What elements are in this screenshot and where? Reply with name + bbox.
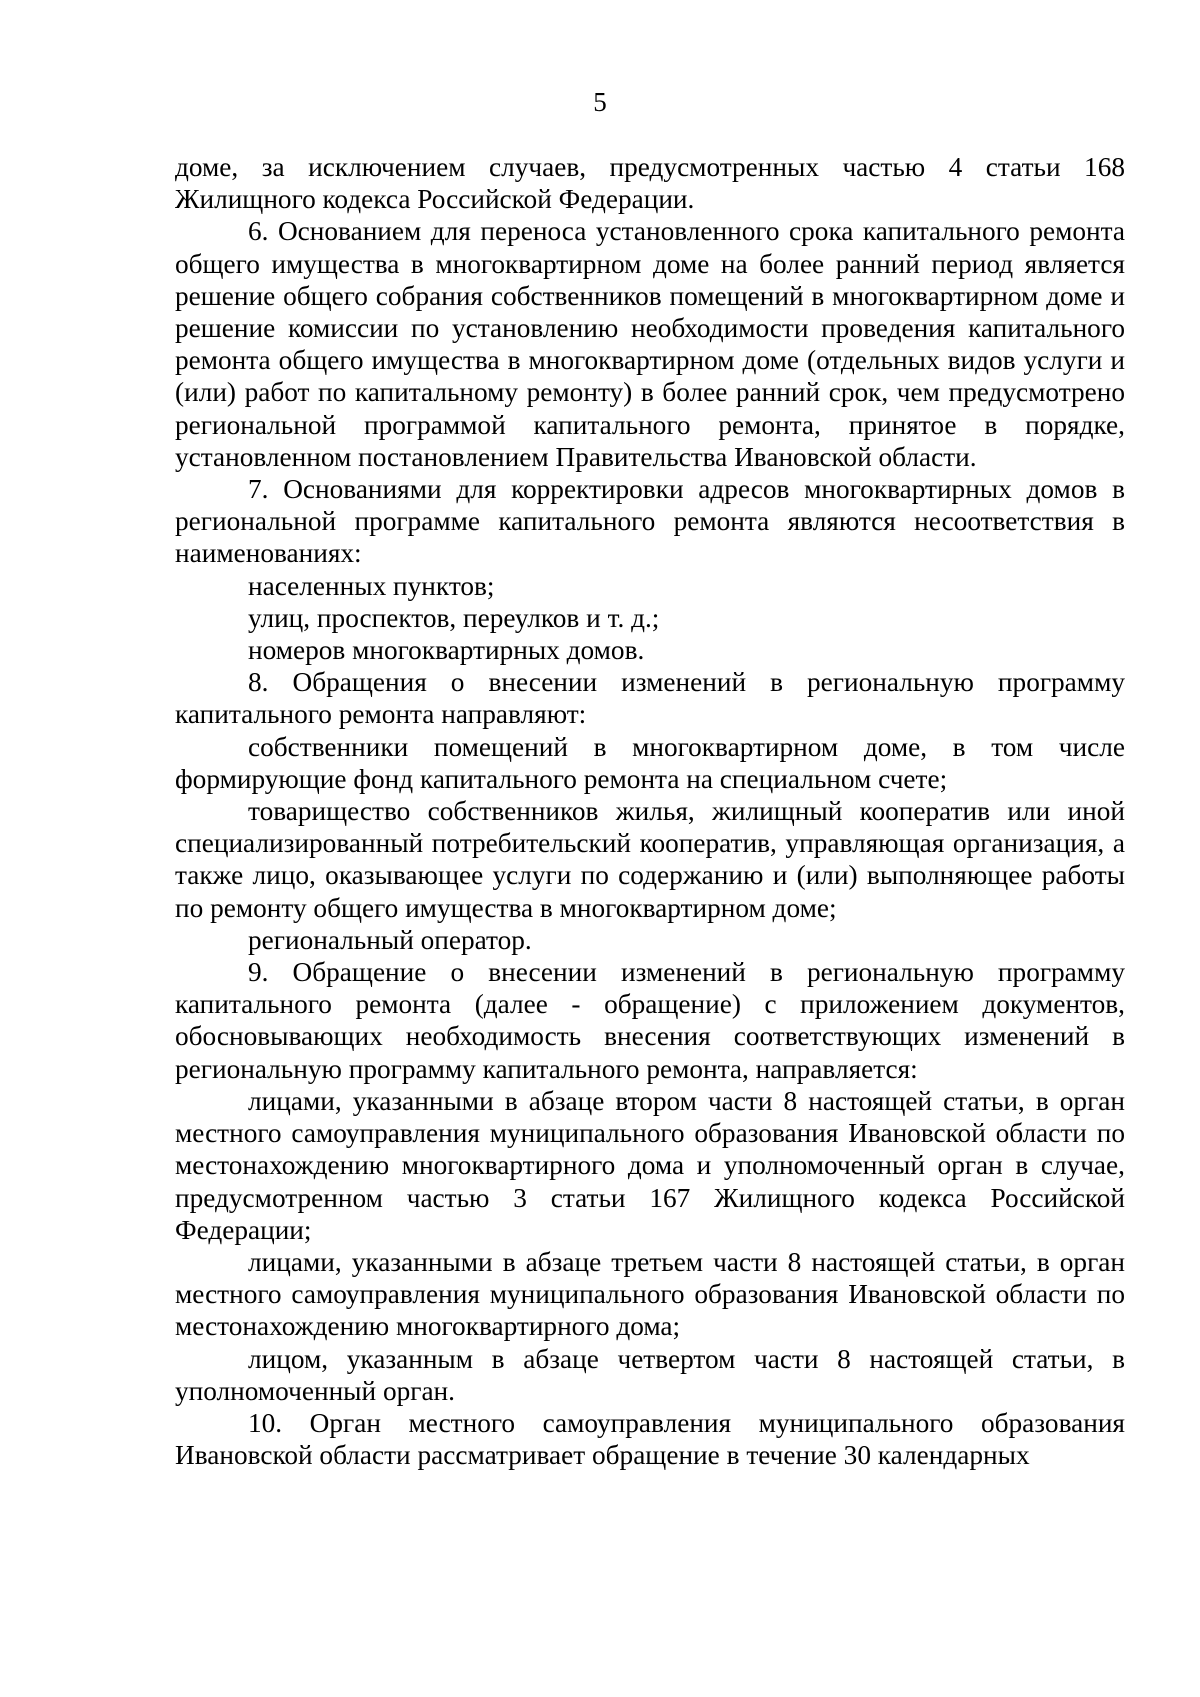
list-item: населенных пунктов;	[248, 570, 495, 601]
list-item: улиц, проспектов, переулков и т. д.;	[248, 602, 660, 633]
list-item: лицом, указанным в абзаце четвертом части 8 настоящей статьи, в уполномоченный орган.	[175, 1343, 1125, 1406]
list-item: лицами, указанными в абзаце втором части 8 настоящей статьи, в орган местного самоуправления муниципального образования Ивановской области по местонахождению многоквартирного дома и уполномоченный орган в случае, предусмотренном частью 3 статьи 167 Жилищного кодекса Российской Федерации;	[175, 1085, 1125, 1245]
paragraph-0: доме, за исключением случаев, предусмотренных частью 4 статьи 168 Жилищного кодекса Российской Федерации.	[175, 152, 1125, 215]
paragraph-item-6: 6. Основанием для переноса установленного срока капитального ремонта общего имущества в многоквартирном доме на более ранний период является решение общего собрания собственников помещений в многоквартирном доме и решение комиссии по установлению необходимости проведения капитального ремонта общего имущества в многоквартирном доме (отдельных видов услуги и (или) работ по капитальному ремонту) в более ранний срок, чем предусмотрено региональной программой капитального ремонта, принятое в порядке, установленном постановлением Правительства Ивановской области.	[175, 216, 1125, 472]
list-item: товарищество собственников жилья, жилищный кооператив или иной специализированный потребительский кооператив, управляющая организация, а также лицо, оказывающее услуги по содержанию и (или) выполняющее работы по ремонту общего имущества в многоквартирном доме;	[175, 796, 1125, 923]
list-item: лицами, указанными в абзаце третьем части 8 настоящей статьи, в орган местного самоуправления муниципального образования Ивановской области по местонахождению многоквартирного дома;	[175, 1246, 1125, 1342]
list-item: региональный оператор.	[248, 924, 532, 955]
page-number: 5	[593, 87, 607, 117]
list-item: номеров многоквартирных домов.	[248, 635, 645, 666]
paragraph-item-9: 9. Обращение о внесении изменений в региональную программу капитального ремонта (далее - обращение) с приложением документов, обосновывающих необходимость внесения соответствующих изменений в региональную программу капитального ремонта, направляется:	[175, 957, 1125, 1084]
document-body	[175, 151, 1125, 1471]
list-item: собственники помещений в многоквартирном доме, в том числе формирующие фонд капитального ремонта на специальном счете;	[175, 731, 1125, 794]
paragraph-item-8: 8. Обращения о внесении изменений в региональную программу капитального ремонта направляют:	[175, 667, 1125, 730]
paragraph-item-10: 10. Орган местного самоуправления муниципального образования Ивановской области рассматривает обращение в течение 30 календарных	[175, 1407, 1125, 1471]
paragraph-item-7: 7. Основаниями для корректировки адресов многоквартирных домов в региональной программе капитального ремонта являются несоответствия в наименованиях:	[175, 474, 1125, 569]
